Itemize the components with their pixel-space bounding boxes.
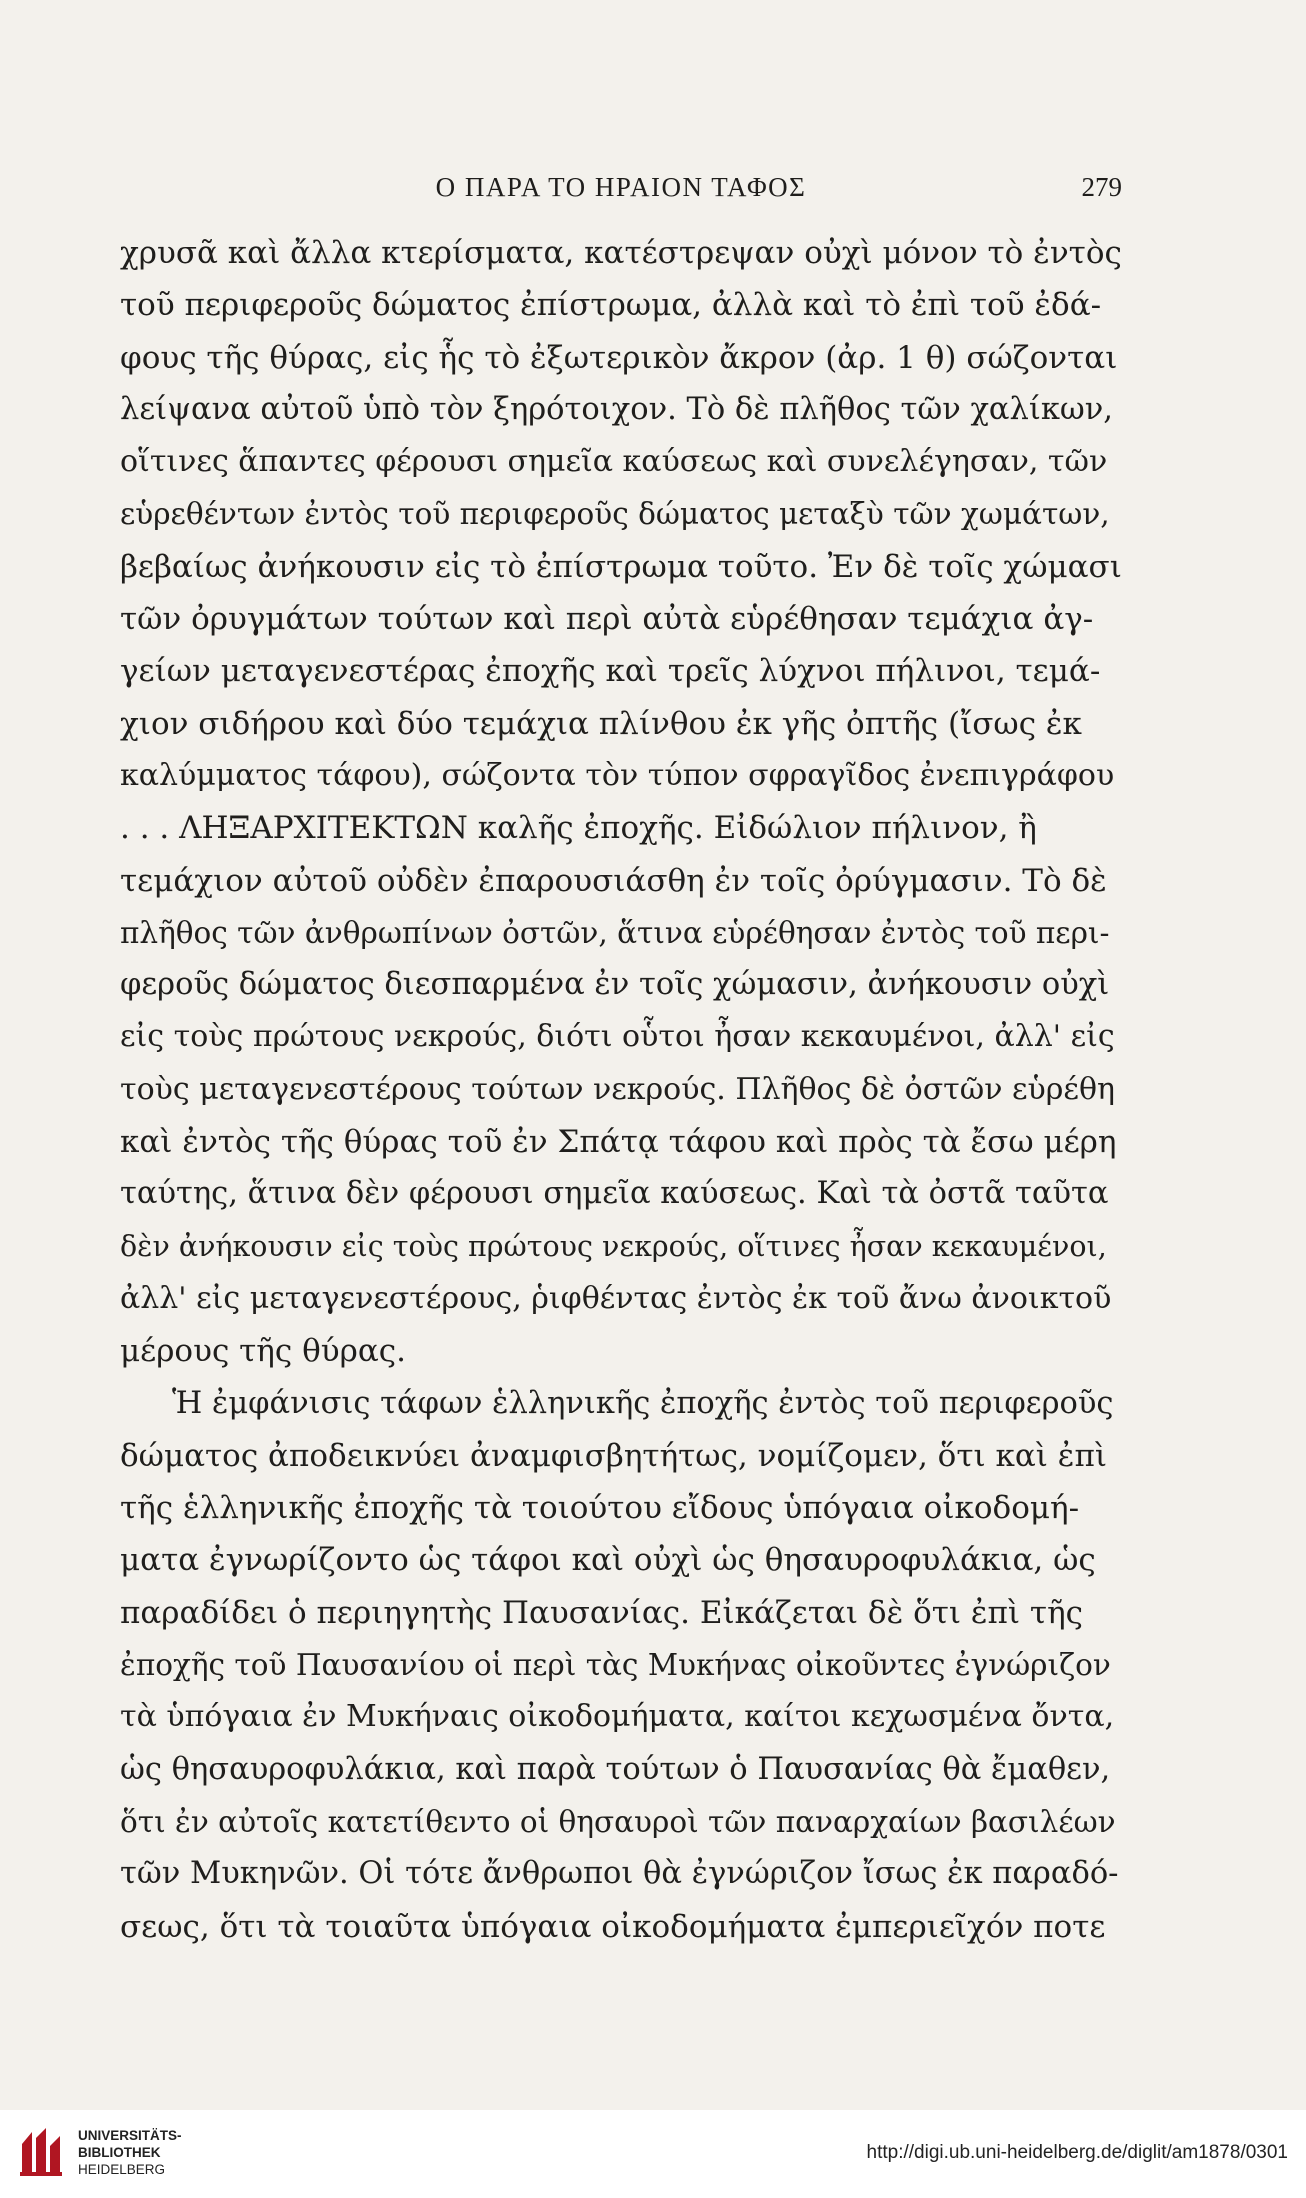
text-line: Ἡ ἐμφάνισις τάφων ἑλληνικῆς ἐποχῆς ἐντὸς τοῦ περιφεροῦς xyxy=(172,1385,1114,1421)
text-line: σεως, ὅτι τὰ τοιαῦτα ὑπόγαια οἰκοδομήματα ἐμπεριεῖχόν ποτε xyxy=(120,1908,1106,1945)
text-line: πλῆθος τῶν ἀνθρωπίνων ὀστῶν, ἅτινα εὑρέθησαν ἐντὸς τοῦ περι- xyxy=(120,915,1110,950)
text-line: εὑρεθέντων ἐντὸς τοῦ περιφεροῦς δώματος μεταξὺ τῶν χωμάτων, xyxy=(120,497,1110,532)
text-line: ἀλλ' εἰς μεταγενεστέρους, ῥιφθέντας ἐντὸς ἐκ τοῦ ἄνω ἀνοικτοῦ xyxy=(120,1280,1112,1316)
page-number: 279 xyxy=(1081,172,1122,202)
text-line: φεροῦς δώματος διεσπαρμένα ἐν τοῖς χώμασιν, ἀνήκουσιν οὐχὶ xyxy=(120,967,1110,1003)
text-line: δώματος ἀποδεικνύει ἀναμφισβητήτως, νομίζομεν, ὅτι καὶ ἐπὶ xyxy=(120,1437,1107,1474)
text-line: ἐποχῆς τοῦ Παυσανίου οἱ περὶ τὰς Μυκήνας οἰκοῦντες ἐγνώριζον xyxy=(120,1648,1111,1683)
text-line: βεβαίως ἀνήκουσιν εἰς τὸ ἐπίστρωμα τοῦτο. Ἐν δὲ τοῖς χώμασι xyxy=(120,548,1122,585)
text-line: ὅτι ἐν αὐτοῖς κατετίθεντο οἱ θησαυροὶ τῶν παναρχαίων βασιλέων xyxy=(120,1804,1116,1839)
text-line: καὶ ἐντὸς τῆς θύρας τοῦ ἐν Σπάτᾳ τάφου καὶ πρὸς τὰ ἔσω μέρη xyxy=(120,1124,1117,1161)
text-line: τεμάχιον αὐτοῦ οὐδὲν ἐπαρουσιάσθη ἐν τοῖς ὀρύγμασιν. Τὸ δὲ xyxy=(120,862,1107,899)
text-line: τῶν ὀρυγμάτων τούτων καὶ περὶ αὐτὰ εὑρέθησαν τεμάχια ἀγ- xyxy=(120,601,1094,638)
text-line: μέρους τῆς θύρας. xyxy=(120,1333,406,1370)
footer-bar xyxy=(0,2110,1306,2198)
text-line: τοῦ περιφεροῦς δώματος ἐπίστρωμα, ἀλλὰ καὶ τὸ ἐπὶ τοῦ ἐδά- xyxy=(120,287,1102,324)
text-line: ὡς θησαυροφυλάκια, καὶ παρὰ τούτων ὁ Παυσανίας θὰ ἔμαθεν, xyxy=(120,1751,1111,1787)
library-line-3: HEIDELBERG xyxy=(78,2162,166,2177)
text-line: χιον σιδήρου καὶ δύο τεμάχια πλίνθου ἐκ γῆς ὀπτῆς (ἴσως ἐκ xyxy=(120,705,1082,742)
text-line: παραδίδει ὁ περιηγητὴς Παυσανίας. Εἰκάζεται δὲ ὅτι ἐπὶ τῆς xyxy=(120,1594,1083,1631)
heidelberg-library-logo-icon[interactable] xyxy=(14,2124,70,2180)
text-line: φους τῆς θύρας, εἰς ἧς τὸ ἐξωτερικὸν ἄκρον (ἀρ. 1 θ) σώζονται xyxy=(120,339,1118,376)
text-line: τοὺς μεταγενεστέρους τούτων νεκρούς. Πλῆθος δὲ ὀστῶν εὑρέθη xyxy=(120,1071,1116,1107)
text-line: . . . ΛΗΞΑΡΧΙΤΕΚΤΩΝ καλῆς ἐποχῆς. Εἰδώλιον πήλινον, ἢ xyxy=(120,810,1037,847)
text-line: ματα ἐγνωρίζοντο ὡς τάφοι καὶ οὐχὶ ὡς θησαυροφυλάκια, ὡς xyxy=(120,1542,1096,1579)
running-title: Ο ΠΑΡΑ ΤΟ ΗΡΑΙΟΝ ΤΑΦΟΣ xyxy=(435,172,807,202)
text-line: τῆς ἑλληνικῆς ἐποχῆς τὰ τοιούτου εἴδους ὑπόγαια οἰκοδομή- xyxy=(120,1490,1080,1527)
text-line: χρυσᾶ καὶ ἄλλα κτερίσματα, κατέστρεψαν οὐχὶ μόνον τὸ ἐντὸς xyxy=(120,235,1122,271)
text-line: καλύμματος τάφου), σώζοντα τὸν τύπον σφραγῖδος ἐνεπιγράφου xyxy=(120,757,1115,793)
source-url-link[interactable]: http://digi.ub.uni-heidelberg.de/diglit/am1878/0301 xyxy=(866,2142,1288,2163)
text-line: ταύτης, ἅτινα δὲν φέρουσι σημεῖα καύσεως. Καὶ τὰ ὀστᾶ ταῦτα xyxy=(120,1176,1109,1212)
text-line: εἰς τοὺς πρώτους νεκρούς, διότι οὗτοι ἦσαν κεκαυμένοι, ἀλλ' εἰς xyxy=(120,1019,1115,1055)
text-line: οἵτινες ἅπαντες φέρουσι σημεῖα καύσεως καὶ συνελέγησαν, τῶν xyxy=(120,444,1108,480)
text-line: λείψανα αὐτοῦ ὑπὸ τὸν ξηρότοιχον. Τὸ δὲ πλῆθος τῶν χαλίκων, xyxy=(120,391,1113,427)
text-line: δὲν ἀνήκουσιν εἰς τοὺς πρώτους νεκρούς, οἵτινες ἦσαν κεκαυμένοι, xyxy=(120,1229,1107,1263)
body-text xyxy=(120,227,1122,1953)
text-line: γείων μεταγενεστέρας ἐποχῆς καὶ τρεῖς λύχνοι πήλινοι, τεμά- xyxy=(120,653,1101,690)
text-line: τῶν Μυκηνῶν. Οἱ τότε ἄνθρωποι θὰ ἐγνώριζον ἴσως ἐκ παραδό- xyxy=(120,1856,1119,1892)
library-line-1: UNIVERSITÄTS- xyxy=(78,2128,182,2143)
library-name xyxy=(78,2127,182,2178)
library-line-2: BIBLIOTHEK xyxy=(78,2145,161,2160)
text-line: τὰ ὑπόγαια ἐν Μυκήναις οἰκοδομήματα, καίτοι κεχωσμένα ὄντα, xyxy=(120,1699,1115,1735)
running-header xyxy=(120,172,1122,212)
